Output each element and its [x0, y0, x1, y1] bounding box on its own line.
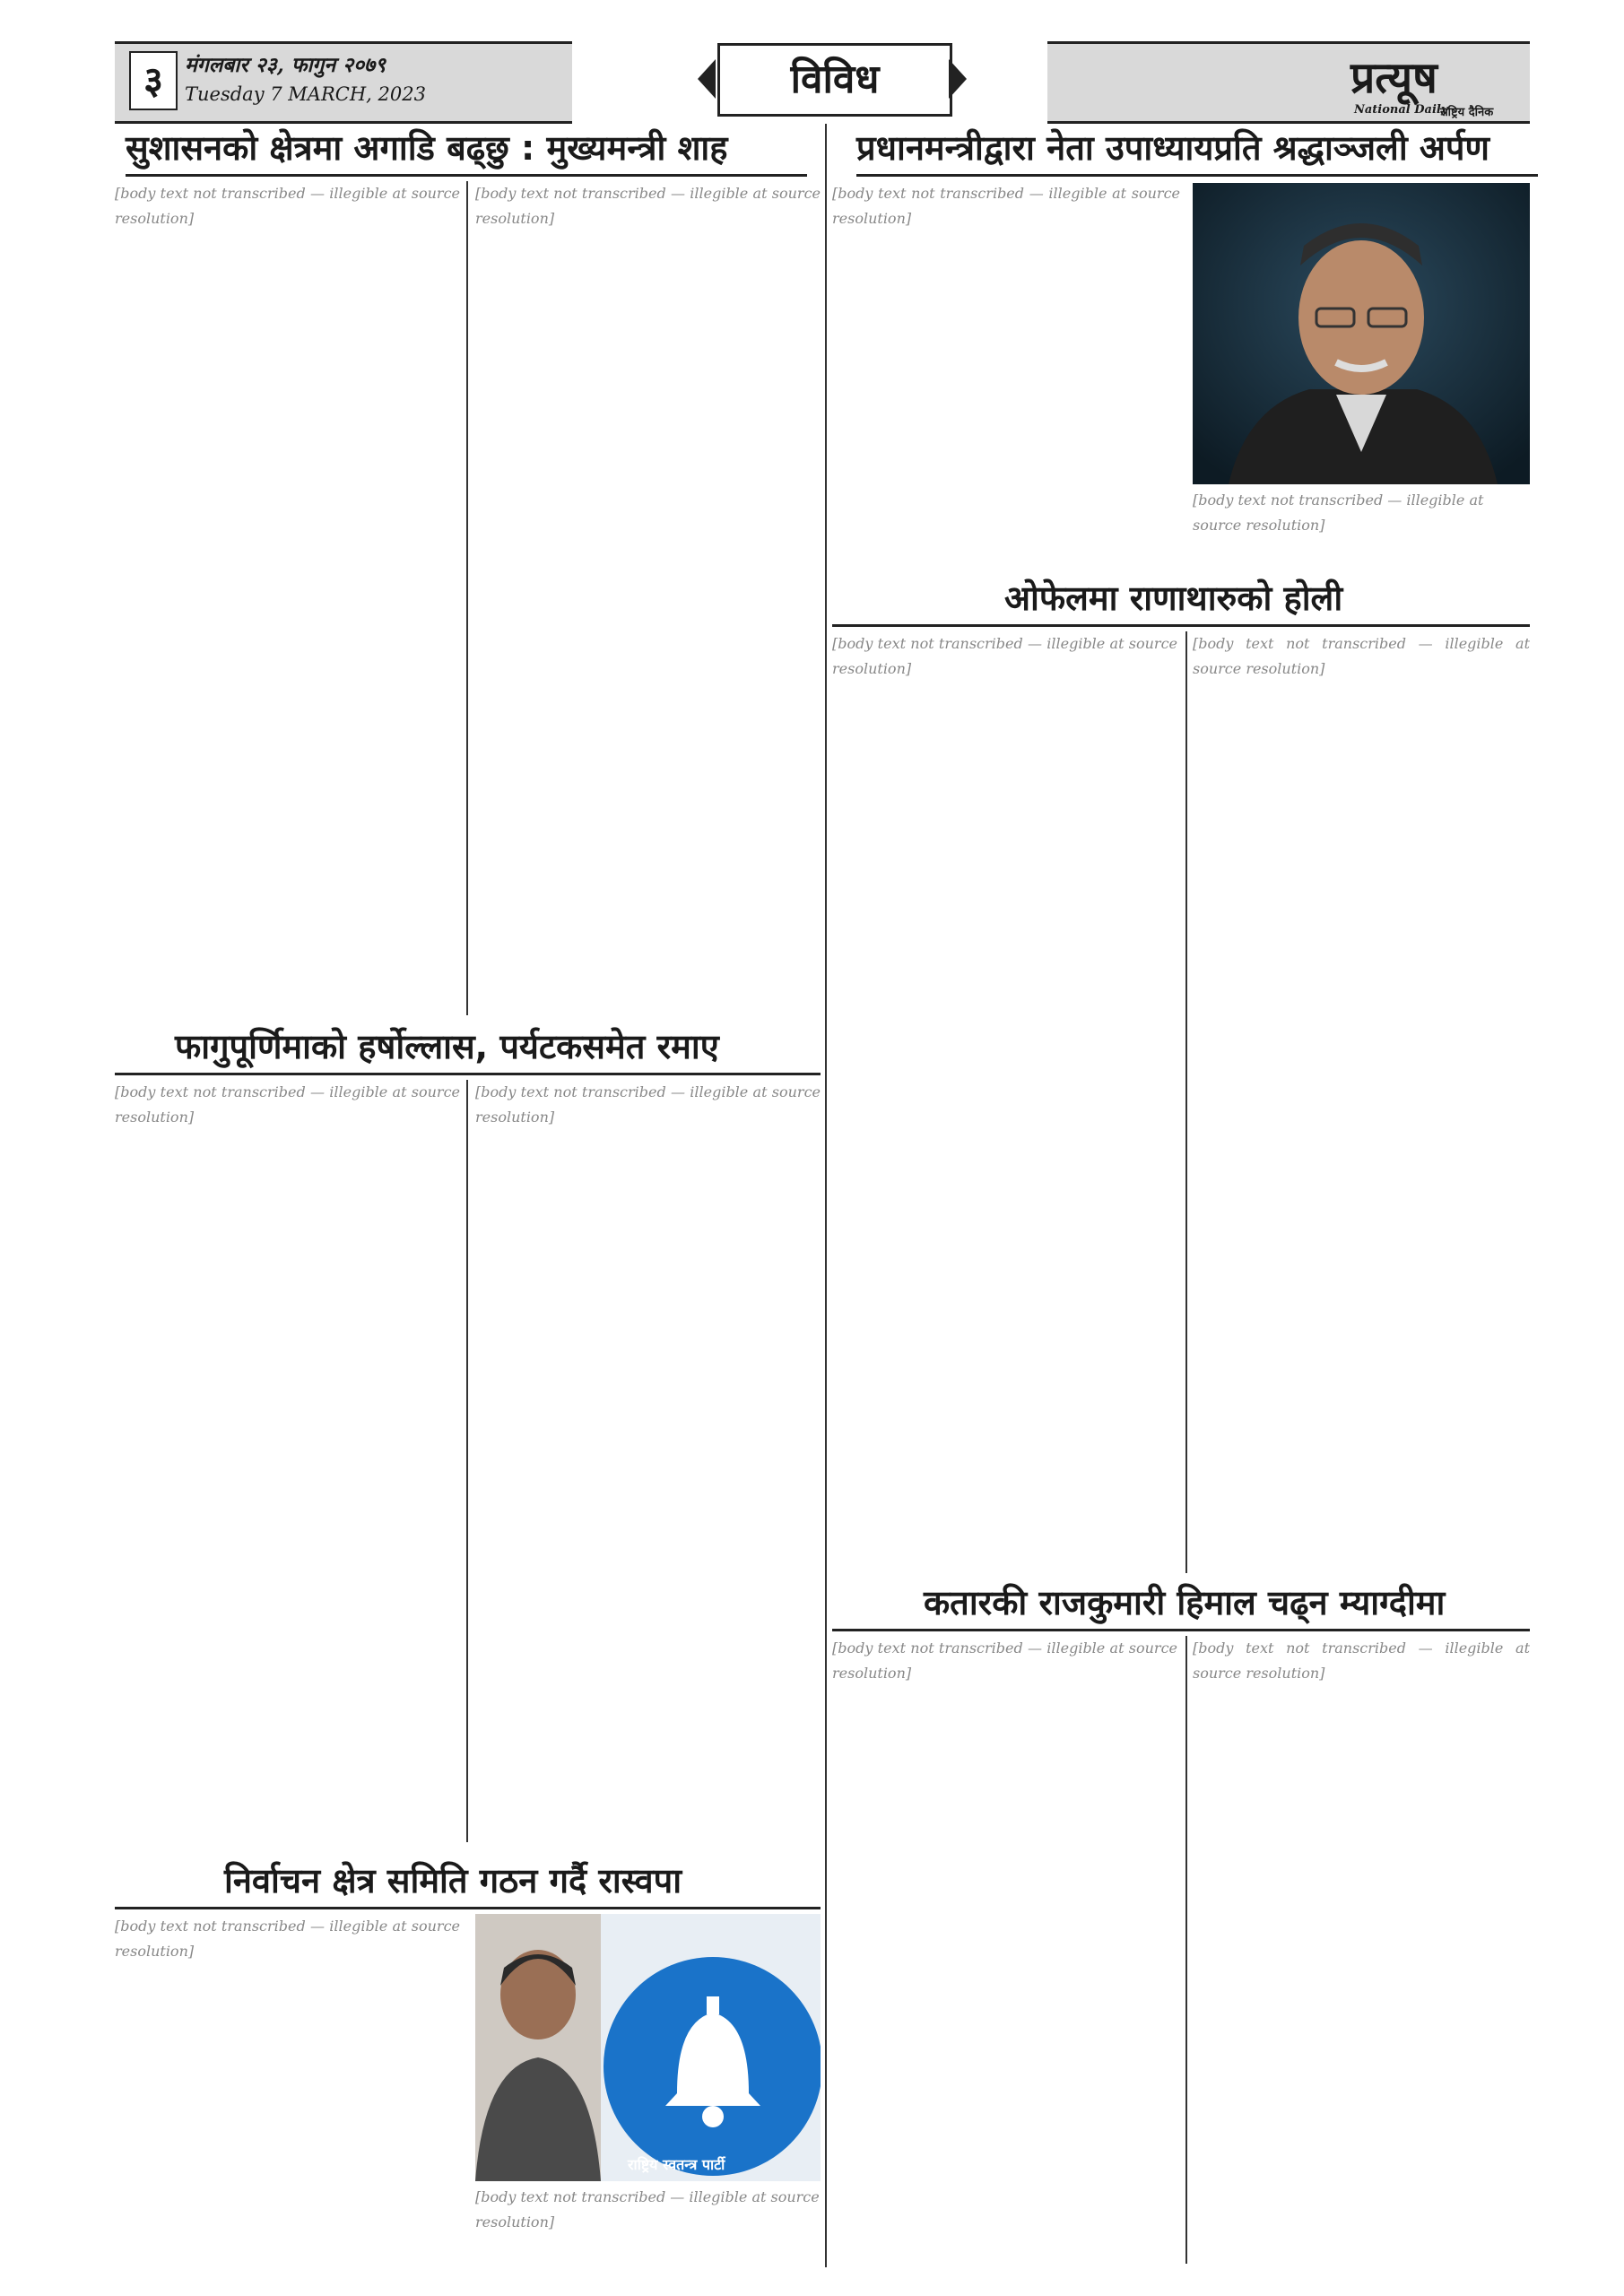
headline-rule — [126, 174, 807, 177]
arrow-left-icon — [698, 59, 716, 99]
headline-pm-tribute: प्रधानमन्त्रीद्वारा नेता उपाध्यायप्रति श्रद्धाञ्जली अर्पण — [856, 128, 1489, 168]
article-body-col1: [body text not transcribed — illegible at source resolution] — [115, 185, 460, 227]
article-body-col1: [body text not transcribed — illegible at source resolution] — [832, 635, 1177, 677]
headline-rana-tharu: ओफेलमा राणाथारुको होली — [1004, 578, 1343, 618]
column-divider — [1185, 1636, 1187, 2264]
headline-rastrapa: निर्वाचन क्षेत्र समिति गठन गर्दै रास्वपा — [224, 1861, 682, 1900]
arrow-right-icon — [949, 59, 967, 99]
headline-rule — [832, 624, 1530, 627]
photo-caption: [body text not transcribed — illegible at source resolution] — [1193, 491, 1484, 534]
column-divider — [466, 1080, 468, 1842]
headline-chief-minister: सुशासनको क्षेत्रमा अगाडि बढ्छु : मुख्यमन्त्री शाह — [126, 128, 728, 168]
photo-caption: [body text not transcribed — illegible at source resolution] — [475, 2188, 820, 2231]
article-body-col2: [body text not transcribed — illegible at source resolution] — [475, 1083, 821, 1126]
page-header — [115, 36, 1530, 126]
headline-rule — [856, 174, 1538, 177]
logo-tagline-english: National Daily — [1354, 103, 1448, 117]
headline-fagu-purnima: फागुपूर्णिमाको हर्षोल्लास, पर्यटकसमेत रमाए — [175, 1027, 719, 1066]
article-body-col1: [body text not transcribed — illegible at source resolution] — [832, 1639, 1177, 1682]
date-nepali: मंगलबार २३, फागुन २०७९ — [185, 53, 386, 77]
photo-pm — [1193, 183, 1530, 484]
page-number: ३ — [129, 51, 178, 110]
headline-rule — [115, 1073, 821, 1075]
article-body-col2: [body text not transcribed — illegible at source resolution] — [1193, 1639, 1530, 1682]
article-body-col2: [body text not transcribed — illegible at source resolution] — [1193, 635, 1530, 677]
logo-name: प्रत्यूष — [1350, 53, 1437, 103]
date-band — [115, 41, 572, 124]
article-body: [body text not transcribed — illegible at source resolution] — [115, 1918, 460, 1960]
section-title: विविध — [717, 43, 952, 117]
column-divider — [466, 181, 468, 1015]
masthead-band — [1047, 41, 1530, 124]
adjacent-page-edge — [1575, 1541, 1624, 2258]
headline-rule — [115, 1907, 821, 1909]
column-divider — [1185, 631, 1187, 1573]
photo-rastrapa — [475, 1914, 821, 2181]
date-english: Tuesday 7 MARCH, 2023 — [185, 83, 426, 105]
column-divider — [825, 124, 827, 2267]
headline-rule — [832, 1629, 1530, 1631]
logo-tagline-nepali: राष्ट्रिय दैनिक — [1440, 106, 1494, 119]
newspaper-logo — [1342, 44, 1530, 121]
section-label — [698, 36, 967, 126]
party-logo-text: राष्ट्रिय स्वतन्त्र पार्टी — [628, 2156, 725, 2173]
article-body-col2: [body text not transcribed — illegible at source resolution] — [475, 185, 821, 227]
headline-qatar-princess: कतारकी राजकुमारी हिमाल चढ्न म्याग्दीमा — [924, 1583, 1446, 1622]
article-body-col1: [body text not transcribed — illegible at source resolution] — [115, 1083, 460, 1126]
article-body: [body text not transcribed — illegible at source resolution] — [832, 185, 1180, 227]
